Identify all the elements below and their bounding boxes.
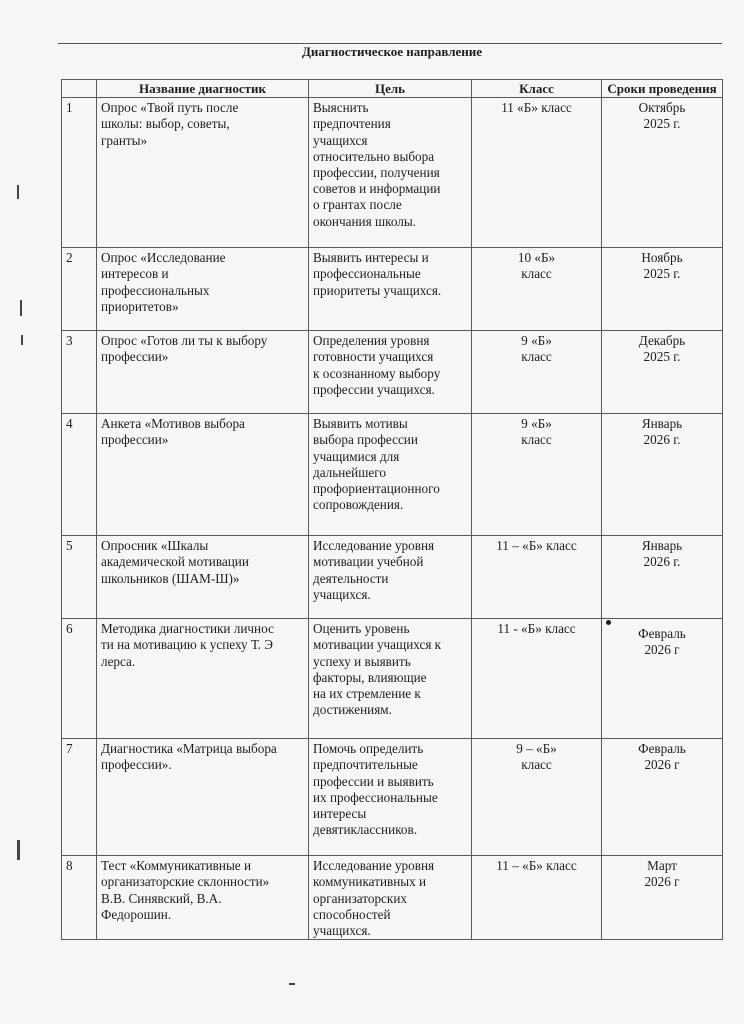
diagnostic-class — [472, 98, 602, 248]
diagnostic-name-line: академической мотивации — [101, 554, 249, 570]
header-name: Название диагностик — [97, 80, 309, 98]
row-number: 8 — [62, 856, 97, 940]
diagnostic-class-line: 10 «Б» — [517, 250, 556, 266]
scan-mark — [17, 840, 20, 860]
diagnostic-goal-line: советов и информации — [313, 181, 441, 197]
diagnostic-name — [97, 856, 309, 940]
diagnostic-goal-line: Исследование уровня — [313, 538, 435, 554]
diagnostic-name-line: Тест «Коммуникативные и — [101, 858, 252, 874]
diagnostic-name-line: профессиональных — [101, 282, 210, 298]
diagnostic-name-line: лерса. — [101, 653, 136, 669]
diagnostic-goal-line: мотивации учебной — [313, 554, 424, 570]
diagnostic-goal-line: готовности учащихся — [313, 349, 434, 365]
diagnostic-date — [602, 414, 723, 536]
diagnostic-name-line: Опрос «Исследование — [101, 250, 226, 266]
diagnostic-name-line: Опрос «Твой путь после — [101, 100, 239, 116]
diagnostic-goal — [309, 331, 472, 414]
diagnostic-goal-line: профориентационного — [313, 481, 440, 497]
diagnostic-name — [97, 414, 309, 536]
diagnostic-goal — [309, 619, 472, 739]
diagnostic-name-line: школьников (ШАМ-Ш)» — [101, 570, 240, 586]
diagnostic-name-line: профессии» — [101, 349, 169, 365]
row-number: 1 — [62, 98, 97, 248]
header-number — [62, 80, 97, 98]
diagnostic-date-line: 2025 г. — [643, 349, 681, 365]
diagnostic-date-line: Март — [647, 858, 677, 874]
diagnostic-goal-line: достижениям. — [313, 702, 392, 718]
page-title: Диагностическое направление — [301, 44, 483, 59]
diagnostic-class-line: 9 «Б» — [521, 416, 552, 432]
diagnostic-date-line: 2026 г — [644, 757, 680, 773]
diagnostic-date-line: 2025 г. — [643, 266, 681, 282]
diagnostic-date-line: 2026 г — [644, 874, 680, 890]
diagnostic-goal-line: Выявить интересы и — [313, 250, 429, 266]
diagnostic-class-line: класс — [521, 349, 552, 365]
diagnostic-name — [97, 248, 309, 331]
table-row — [62, 619, 723, 739]
diagnostic-name — [97, 739, 309, 856]
diagnostic-date — [602, 619, 723, 739]
diagnostic-goal-line: относительно выбора — [313, 148, 435, 164]
diagnostic-goal-line: профессии и выявить — [313, 773, 434, 789]
diagnostic-goal-line: мотивации учащихся к — [313, 637, 442, 653]
diagnostic-goal-line: Оценить уровень — [313, 621, 410, 637]
diagnostic-name-line: Опросник «Шкалы — [101, 538, 209, 554]
diagnostic-date — [602, 331, 723, 414]
diagnostic-goal-line: организаторских — [313, 890, 407, 906]
diagnostic-goal-line: факторы, влияющие — [313, 669, 427, 685]
diagnostic-goal-line: приоритеты учащихся. — [313, 282, 442, 298]
diagnostic-goal-line: о грантах после — [313, 197, 402, 213]
diagnostic-name-line: ти на мотивацию к успеху Т. Э — [101, 637, 273, 653]
row-number: 4 — [62, 414, 97, 536]
diagnostic-name-line: профессии». — [101, 757, 172, 773]
diagnostic-goal-line: успеху и выявить — [313, 653, 411, 669]
diagnostic-goal-line: профессиональные — [313, 266, 421, 282]
diagnostic-class-line: 11 «Б» класс — [501, 100, 572, 116]
row-number: 5 — [62, 536, 97, 619]
diagnostic-class — [472, 248, 602, 331]
scan-mark — [17, 185, 19, 199]
diagnostic-goal-line: предпочтительные — [313, 757, 418, 773]
row-number: 3 — [62, 331, 97, 414]
diagnostic-goal-line: на их стремление к — [313, 686, 421, 702]
table-row — [62, 248, 723, 331]
diagnostic-name — [97, 331, 309, 414]
scan-mark — [289, 983, 295, 985]
diagnostic-class — [472, 856, 602, 940]
diagnostic-goal-line: окончания школы. — [313, 213, 416, 229]
header-date: Сроки проведения — [602, 80, 723, 98]
diagnostic-class — [472, 619, 602, 739]
diagnostic-date-line: 2026 г — [644, 642, 680, 658]
diagnostic-goal-line: интересы — [313, 806, 367, 822]
diagnostic-goal-line: дальнейшего — [313, 464, 386, 480]
diagnostic-goal — [309, 536, 472, 619]
diagnostic-name-line: школы: выбор, советы, — [101, 116, 230, 132]
diagnostic-goal-line: учащихся. — [313, 923, 371, 939]
header-class: Класс — [472, 80, 602, 98]
row-number: 2 — [62, 248, 97, 331]
diagnostic-class-line: класс — [521, 757, 552, 773]
diagnostic-goal-line: деятельности — [313, 570, 389, 586]
diagnostic-name-line: В.В. Синявский, В.А. — [101, 890, 222, 906]
diagnostic-goal — [309, 739, 472, 856]
diagnostic-goal-line: предпочтения — [313, 116, 391, 132]
diagnostic-name-line: профессии» — [101, 432, 169, 448]
table-row — [62, 856, 723, 940]
table-row — [62, 331, 723, 414]
diagnostic-goal-line: способностей — [313, 906, 391, 922]
diagnostic-name — [97, 98, 309, 248]
diagnostic-name — [97, 619, 309, 739]
diagnostic-class-line: 11 – «Б» класс — [496, 538, 577, 554]
diagnostic-date-line: 2026 г. — [643, 432, 681, 448]
diagnostics-table — [61, 79, 723, 940]
diagnostic-goal-line: профессии, получения — [313, 165, 440, 181]
diagnostic-goal-line: Выявить мотивы — [313, 416, 408, 432]
table-row — [62, 536, 723, 619]
diagnostic-name — [97, 536, 309, 619]
scan-mark — [21, 335, 23, 345]
diagnostic-date-line: Октябрь — [638, 100, 686, 116]
diagnostic-name-line: Федорошин. — [101, 906, 172, 922]
diagnostic-class — [472, 414, 602, 536]
diagnostic-class — [472, 536, 602, 619]
diagnostic-goal — [309, 248, 472, 331]
diagnostic-class-line: класс — [521, 432, 552, 448]
diagnostic-date-line: Январь — [641, 538, 683, 554]
diagnostic-class-line: 9 – «Б» — [516, 741, 557, 757]
diagnostic-date — [602, 98, 723, 248]
diagnostic-goal-line: профессии учащихся. — [313, 381, 435, 397]
diagnostic-goal-line: учащихся — [313, 132, 368, 148]
diagnostic-date-line: Ноябрь — [641, 250, 683, 266]
bullet-icon — [606, 620, 611, 625]
diagnostic-name-line: интересов и — [101, 266, 169, 282]
diagnostic-class — [472, 739, 602, 856]
diagnostic-date-line — [606, 621, 718, 642]
diagnostic-date-line: 2025 г. — [643, 116, 681, 132]
diagnostic-date-text: Февраль — [638, 626, 686, 642]
diagnostic-date-line: Декабрь — [638, 333, 686, 349]
diagnostic-date — [602, 856, 723, 940]
diagnostic-date — [602, 248, 723, 331]
diagnostic-class-line: 11 - «Б» класс — [497, 621, 576, 637]
row-number: 7 — [62, 739, 97, 856]
diagnostic-date — [602, 739, 723, 856]
table-header-row — [62, 80, 723, 98]
diagnostic-name-line: Анкета «Мотивов выбора — [101, 416, 245, 432]
table-row — [62, 414, 723, 536]
table-row — [62, 98, 723, 248]
diagnostic-goal-line: сопровождения. — [313, 497, 404, 513]
diagnostic-class-line: 9 «Б» — [521, 333, 552, 349]
diagnostic-goal — [309, 414, 472, 536]
diagnostic-name-line: Диагностика «Матрица выбора — [101, 741, 277, 757]
diagnostic-goal — [309, 856, 472, 940]
diagnostic-class-line: класс — [521, 266, 552, 282]
diagnostic-goal-line: Помочь определить — [313, 741, 424, 757]
diagnostic-date-line: Февраль — [638, 741, 686, 757]
diagnostic-date — [602, 536, 723, 619]
diagnostic-goal-line: Определения уровня — [313, 333, 430, 349]
diagnostic-name-line: Методика диагностики личнос — [101, 621, 274, 637]
diagnostic-class-line: 11 – «Б» класс — [496, 858, 577, 874]
diagnostic-goal-line: Выяснить — [313, 100, 369, 116]
diagnostic-goal-line: девятиклассников. — [313, 822, 418, 838]
diagnostic-date-line: Январь — [641, 416, 683, 432]
diagnostic-name-line: приоритетов» — [101, 298, 179, 314]
table-row — [62, 739, 723, 856]
diagnostic-goal-line: выбора профессии — [313, 432, 418, 448]
diagnostic-name-line: гранты» — [101, 132, 148, 148]
diagnostic-name-line: организаторские склонности» — [101, 874, 270, 890]
diagnostic-goal-line: их профессиональные — [313, 789, 438, 805]
scan-mark — [20, 300, 22, 316]
diagnostic-date-line: 2026 г. — [643, 554, 681, 570]
diagnostic-name-line: Опрос «Готов ли ты к выбору — [101, 333, 268, 349]
diagnostic-goal-line: к осознанному выбору — [313, 365, 441, 381]
diagnostic-class — [472, 331, 602, 414]
diagnostic-goal-line: учащимися для — [313, 448, 400, 464]
diagnostic-goal-line: учащихся. — [313, 586, 371, 602]
row-number: 6 — [62, 619, 97, 739]
diagnostic-goal-line: Исследование уровня — [313, 858, 435, 874]
diagnostic-goal — [309, 98, 472, 248]
diagnostic-goal-line: коммуникативных и — [313, 874, 427, 890]
header-goal: Цель — [309, 80, 472, 98]
